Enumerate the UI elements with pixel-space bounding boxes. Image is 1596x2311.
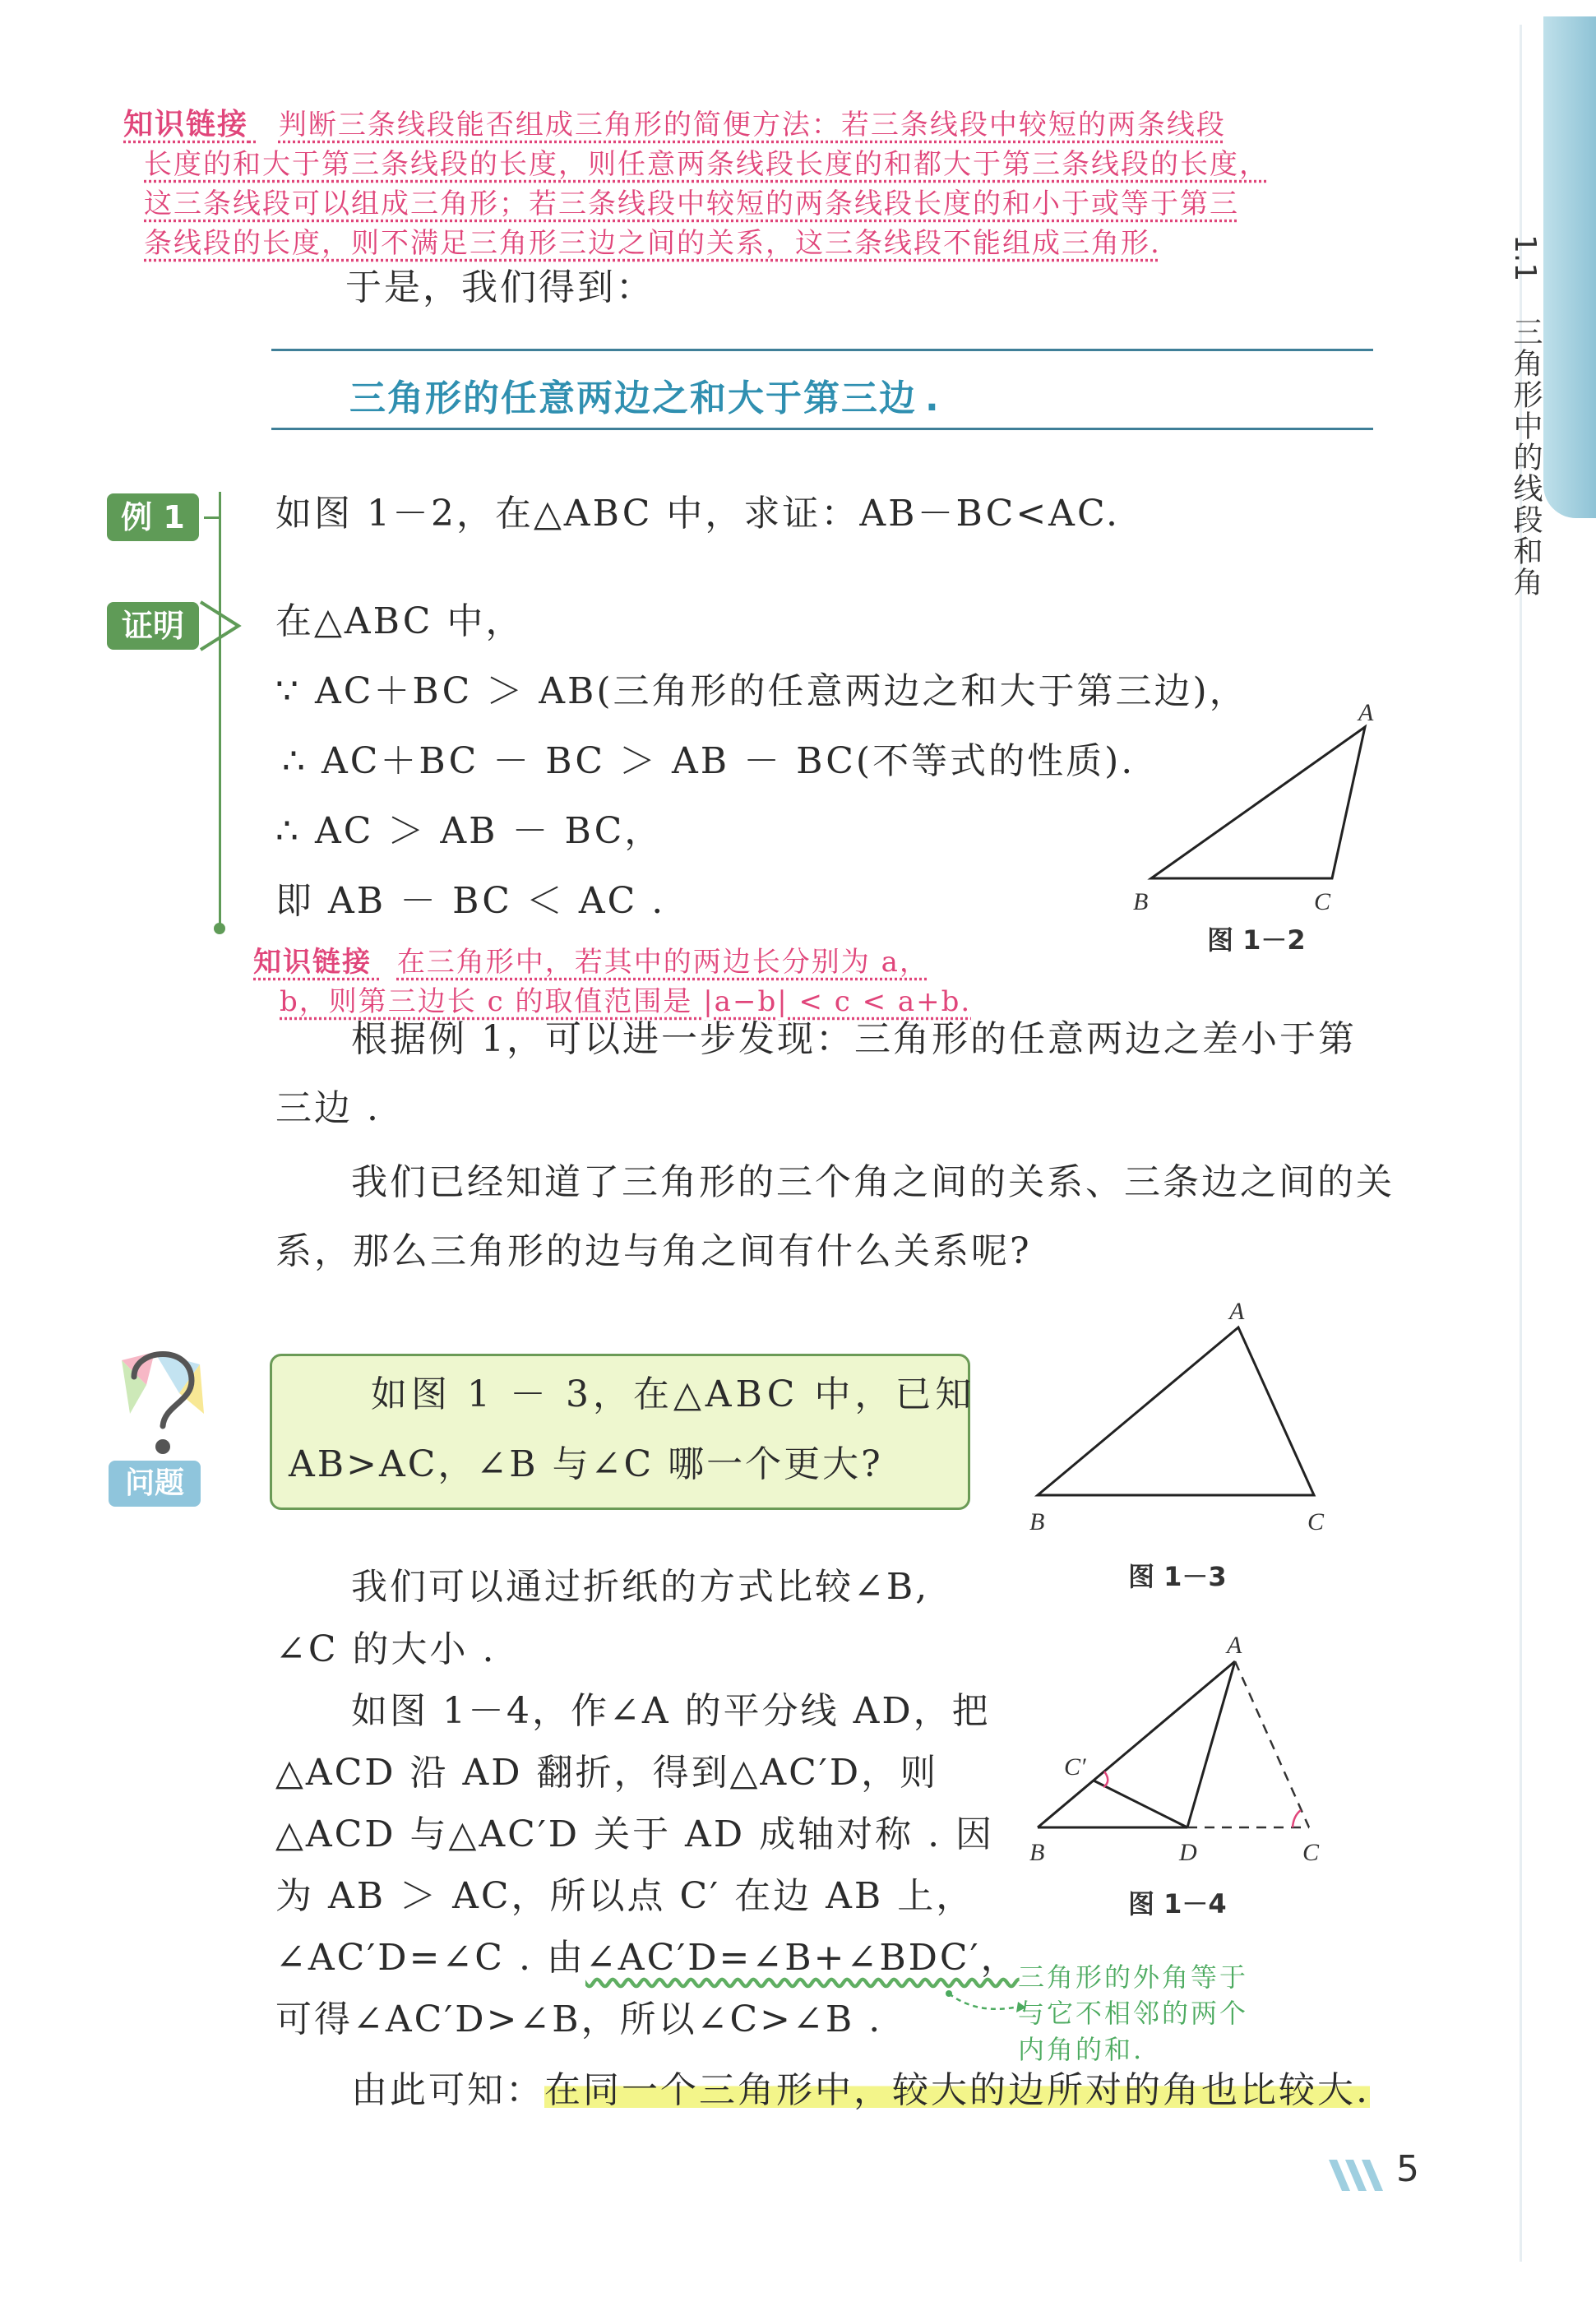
problem-badge: 问题 [109,1461,201,1507]
figure-1-3 [1020,1291,1349,1538]
example-tick [204,516,220,519]
paragraph-3-line-1: 我们可以通过折纸的方式比较∠B, [351,1566,930,1608]
intro-text: 于是，我们得到： [345,266,655,308]
paragraph-3 [275,1556,929,1681]
proof-line-2: ∵ AC＋BC ＞ AB(三角形的任意两边之和大于第三边)， [275,670,1248,712]
problem-line-2: AB>AC，∠B 与∠C 哪一个更大? [289,1443,883,1485]
paragraph-4-line-1: 如图 1－4，作∠A 的平分线 AD，把 [351,1690,991,1732]
chapter-side-tab [1543,16,1596,518]
proof-lines [275,586,1248,936]
paragraph-2 [275,1148,1395,1286]
mid-note-line-2: b，则第三边长 c 的取值范围是 |a−b| < c < a+b. [280,985,972,1018]
example-rule-dot [214,923,225,934]
paragraph-4-line-6: 可得∠AC′D>∠B，所以∠C>∠B . [275,1998,883,2040]
side-note-line-2: 与它不相邻的两个 [1018,1998,1249,2029]
side-note-connector [944,1982,1026,2023]
problem-line-1: 如图 1 － 3，在△ABC 中，已知 [371,1373,976,1415]
vertex-a-label: A [1358,699,1374,726]
figure-1-2 [1126,699,1390,921]
proof-line-3: ∴ AC＋BC － BC ＞ AB － BC(不等式的性质). [282,740,1136,782]
fig4-vertex-cprime: C′ [1064,1753,1086,1781]
figure-1-4-caption: 图 1－4 [1128,1888,1227,1920]
top-knowledge-note [123,105,1291,263]
page-number-decoration-icon [1325,2155,1391,2196]
paragraph-4 [275,1680,1020,2050]
fig4-vertex-a: A [1227,1632,1242,1659]
vertex-b-label: B [1133,888,1149,915]
paragraph-1-line-2: 三边 . [275,1087,381,1129]
side-note-line-3: 内角的和. [1018,2034,1145,2065]
note-line-2: 长度的和大于第三条线段的长度，则任意两条线段长度的和都大于第三条线段的长度， [144,148,1269,181]
example-vertical-rule [219,492,221,928]
note-line-1: 判断三条线段能否组成三角形的简便方法：若三条线段中较短的两条线段 [278,109,1226,141]
mid-note-line-1: 在三角形中，若其中的两边长分别为 a， [396,946,929,979]
fig3-vertex-c: C [1307,1508,1325,1535]
chapter-tab-number: 1.1 [1508,234,1542,282]
paragraph-2-line-1: 我们已经知道了三角形的三个角之间的关系、三条边之间的关 [351,1161,1395,1203]
note-line-3: 这三条线段可以组成三角形；若三条线段中较短的两条线段长度的和小于或等于第三 [144,188,1239,220]
side-note-line-1: 三角形的外角等于 [1018,1961,1249,1993]
paragraph-4-line-5: ∠AC′D=∠C . 由∠AC′D=∠B+∠BDC′， [275,1937,1020,1979]
example-statement: 如图 1－2，在△ABC 中，求证：AB－BC<AC. [275,493,1121,535]
paragraph-3-line-2: ∠C 的大小 . [275,1628,497,1670]
paragraph-4-line-2: △ACD 沿 AD 翻折，得到△AC′D，则 [275,1752,939,1794]
paragraph-1-line-1: 根据例 1，可以进一步发现：三角形的任意两边之差小于第 [351,1018,1357,1060]
theorem-text: 三角形的任意两边之和大于第三边 . [349,377,941,419]
exterior-angle-formula: ∠AC′D=∠B+∠BDC′， [585,1937,1020,1979]
question-mark-icon [105,1336,212,1459]
proof-arrow-icon [197,599,247,653]
fig4-vertex-d: D [1179,1839,1197,1866]
knowledge-link-tag: 知识链接 [123,108,249,141]
paragraph-4-line-3: △ACD 与△AC′D 关于 AD 成轴对称 . 因 [275,1813,995,1855]
paragraph-1 [275,1005,1357,1143]
triangle-abc [1151,727,1365,878]
paragraph-2-line-2: 系，那么三角形的边与角之间有什么关系呢? [275,1230,1032,1272]
fig3-vertex-a: A [1229,1298,1245,1325]
chapter-tab-title: 三角形中的线段和角 [1509,317,1543,598]
proof-line-4: ∴ AC ＞ AB － BC， [275,810,664,852]
theorem-rule-top [271,349,1373,351]
triangle-abc-1-3 [1038,1327,1314,1495]
conclusion-prefix: 由此可知： [351,2069,544,2111]
note-line-4: 条线段的长度，则不满足三角形三边之间的关系，这三条线段不能组成三角形. [144,227,1161,260]
proof-line-5: 即 AB － BC ＜ AC . [275,880,666,922]
page-number: 5 [1396,2148,1419,2190]
side-note [1018,1959,1248,2068]
fig3-vertex-b: B [1029,1508,1045,1535]
fig4-vertex-c: C [1302,1839,1320,1866]
problem-box [270,1354,976,1510]
figure-1-3-caption: 图 1－3 [1128,1561,1227,1592]
example-badge: 例 1 [107,493,199,541]
conclusion-highlight: 在同一个三角形中，较大的边所对的角也比较大. [544,2069,1370,2111]
proof-badge: 证明 [107,602,199,650]
theorem-rule-bottom [271,428,1373,430]
proof-line-1: 在△ABC 中， [275,600,525,642]
knowledge-link-tag-2: 知识链接 [253,946,372,979]
figure-1-4 [1020,1628,1349,1875]
vertex-c-label: C [1314,888,1331,915]
figure-1-2-caption: 图 1－2 [1207,924,1306,956]
conclusion [351,2056,1370,2125]
paragraph-4-line-4: 为 AB ＞ AC，所以点 C′ 在边 AB 上， [275,1875,975,1917]
fig4-vertex-b: B [1029,1839,1045,1866]
